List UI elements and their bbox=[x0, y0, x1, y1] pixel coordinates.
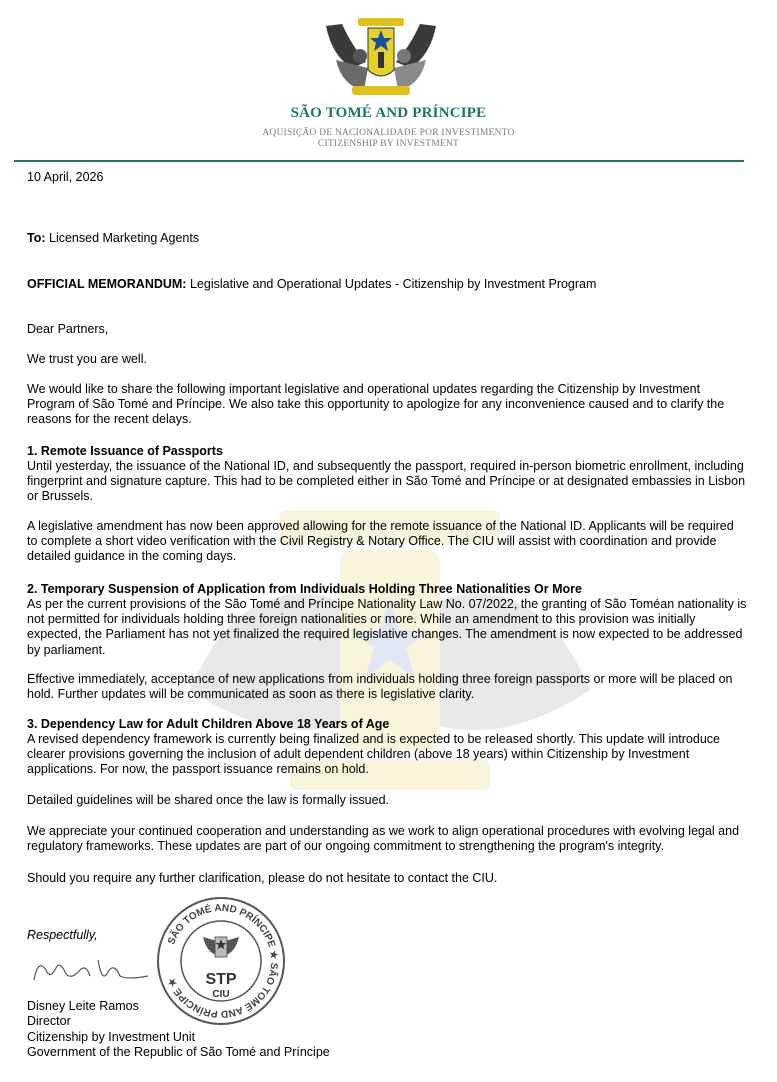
official-stamp bbox=[155, 895, 287, 1027]
intro-paragraph: We would like to share the following important legislative and operational updates regarding the Citizenship by Investment Program of São Tomé and Príncipe. We also take this opportunity to apologize for any inconvenience caused and to clarify the reasons for the recent delays. bbox=[27, 382, 725, 427]
section1-paragraph1: Until yesterday, the issuance of the National ID, and subsequently the passport, required in-person biometric enrollment, including fingerprint and signature capture. This had to be completed either in São Tomé and Príncipe or at designated embassies in Lisbon or Brussels. bbox=[27, 459, 746, 504]
country-name: SÃO TOMÉ AND PRÍNCIPE bbox=[290, 105, 487, 121]
valediction: Respectfully, bbox=[27, 928, 98, 942]
stamp-ring-text: SÃO TOMÉ AND PRÍNCIPE ★ SÃO TOMÉ AND PRÍNCIPE ★ bbox=[166, 902, 280, 1020]
program-name-pt: AQUISIÇÃO DE NACIONALIDADE POR INVESTIMENTO bbox=[262, 128, 515, 138]
signatory-unit: Citizenship by Investment Unit bbox=[27, 1030, 196, 1044]
closing-paragraph1: We appreciate your continued cooperation and understanding as we work to align operational procedures with evolving legal and regulatory frameworks. These updates are part of our ongoing commitment to strengthening the program's integrity. bbox=[27, 824, 740, 854]
to-label: To: bbox=[27, 231, 46, 245]
coat-of-arms-icon bbox=[322, 16, 440, 100]
section2-paragraph1: As per the current provisions of the São Tomé and Príncipe Nationality Law No. 07/2022, the granting of São Toméan nationality is not permitted for individuals holding three foreign nationalities or more. While an amendment to this provision was initially expected, the Parliament has not yet finalized the required legislative changes. The amendment is now expected to be addressed by parliament. bbox=[27, 597, 747, 657]
header-divider bbox=[14, 160, 744, 162]
handwritten-signature-icon bbox=[28, 950, 158, 990]
closing-paragraph2: Should you require any further clarification, please do not hesitate to contact the CIU. bbox=[27, 871, 498, 885]
signatory-government: Government of the Republic of São Tomé and Príncipe bbox=[27, 1045, 330, 1059]
program-name-en: CITIZENSHIP BY INVESTMENT bbox=[317, 139, 460, 149]
memo-subject bbox=[27, 277, 747, 292]
section3-paragraph2: Detailed guidelines will be shared once the law is formally issued. bbox=[27, 793, 389, 807]
section2-heading: 2. Temporary Suspension of Application from Individuals Holding Three Nationalities Or More bbox=[27, 582, 582, 596]
to-value: Licensed Marketing Agents bbox=[45, 231, 200, 245]
section2-paragraph2: Effective immediately, acceptance of new applications from individuals holding three foreign passports or more will be placed on hold. Further updates will be communicated as soon as there is legislative clarity. bbox=[27, 672, 733, 702]
stamp-crest-icon bbox=[203, 937, 239, 957]
salutation: Dear Partners, bbox=[27, 322, 109, 336]
subject-label: OFFICIAL MEMORANDUM: bbox=[27, 277, 187, 291]
section1-heading: 1. Remote Issuance of Passports bbox=[27, 444, 223, 458]
greeting: We trust you are well. bbox=[27, 352, 147, 366]
signatory-title: Director bbox=[27, 1014, 71, 1028]
section3-heading: 3. Dependency Law for Adult Children Above 18 Years of Age bbox=[27, 717, 390, 731]
signatory-name: Disney Leite Ramos bbox=[27, 999, 139, 1013]
stamp-code: STP bbox=[205, 971, 237, 988]
memo-recipient bbox=[27, 231, 747, 246]
section1-paragraph2: A legislative amendment has now been approved allowing for the remote issuance of the National ID. Applicants will be required to complete a short video verification with the Civil Registry & Notary Office. The CIU will assist with coordination and provide detailed guidance in the coming days. bbox=[27, 519, 734, 564]
memo-date: 10 April, 2026 bbox=[27, 170, 104, 184]
stamp-unit: CIU bbox=[212, 989, 230, 1000]
section3-paragraph1: A revised dependency framework is currently being finalized and is expected to be released shortly. This update will introduce clearer provisions governing the inclusion of adult dependent children (above 18 years) within Citizenship by Investment applications. For now, the passport issuance remains on hold. bbox=[27, 732, 720, 777]
subject-value: Legislative and Operational Updates - Citizenship by Investment Program bbox=[186, 277, 597, 291]
